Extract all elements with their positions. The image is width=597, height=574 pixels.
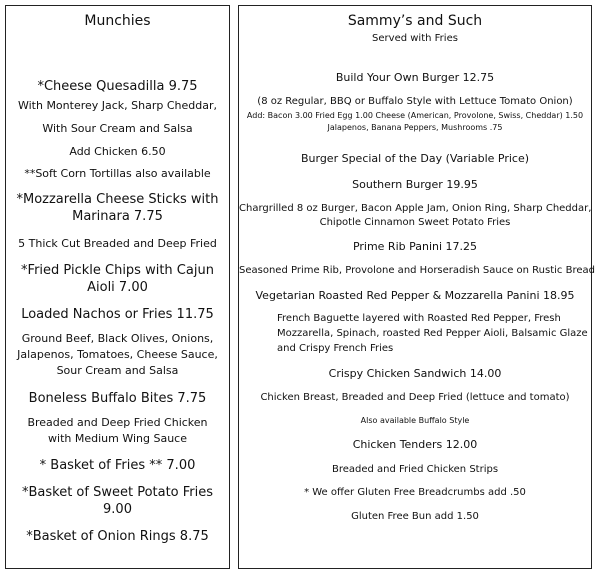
menu-item-description: Ground Beef, Black Olives, Onions,	[21, 332, 214, 345]
menu-item-description: Chipotle Cinnamon Sweet Potato Fries	[319, 217, 511, 228]
menu-item-description: Breaded and Deep Fried Chicken	[27, 416, 208, 429]
menu-item-note: Gluten Free Bun add 1.50	[351, 511, 479, 522]
menu-item-name: Crispy Chicken Sandwich 14.00	[328, 367, 502, 380]
menu-item-name: *Basket of Sweet Potato Fries	[21, 485, 214, 500]
menu-item-description: Breaded and Fried Chicken Strips	[331, 464, 499, 475]
menu-item-note: **Soft Corn Tortillas also available	[24, 167, 211, 180]
menu-item-name: Aioli 7.00	[87, 280, 148, 295]
menu-item-name: Loaded Nachos or Fries 11.75	[21, 307, 214, 322]
sammys-panel	[238, 5, 595, 569]
menu-item-description: (8 oz Regular, BBQ or Buffalo Style with Lettuce Tomato Onion)	[257, 96, 573, 107]
menu-item-name: *Fried Pickle Chips with Cajun	[21, 263, 214, 278]
menu-item-description: with Medium Wing Sauce	[48, 432, 187, 445]
menu-item-description: Jalapenos, Tomatoes, Cheese Sauce,	[17, 348, 218, 361]
menu-item-description: Sour Cream and Salsa	[56, 364, 179, 377]
menu-item-name: Vegetarian Roasted Red Pepper & Mozzarella Panini 18.95	[255, 289, 575, 302]
menu-item-name: Burger Special of the Day (Variable Price)	[300, 152, 530, 165]
menu-item-name: Marinara 7.75	[72, 209, 163, 224]
menu-item-addon: Jalapenos, Banana Peppers, Mushrooms .75	[327, 123, 503, 132]
menu-item-name: *Mozzarella Cheese Sticks with	[16, 192, 219, 207]
munchies-panel	[5, 5, 230, 569]
menu-item-name: Prime Rib Panini 17.25	[352, 240, 478, 253]
menu-item-description: French Baguette layered with Roasted Red Pepper, Fresh	[277, 313, 561, 324]
menu-item-name: *Cheese Quesadilla 9.75	[37, 79, 198, 94]
menu-item-name: Chicken Tenders 12.00	[352, 438, 478, 451]
munchies-title: Munchies	[84, 13, 151, 29]
menu-item-description: and Crispy French Fries	[277, 343, 394, 354]
menu-item-description: Seasoned Prime Rib, Provolone and Horseradish Sauce on Rustic Bread	[239, 265, 595, 276]
sammys-title: Sammy’s and Such	[347, 13, 483, 29]
menu-item-name: 9.00	[103, 502, 132, 517]
sammys-subtitle: Served with Fries	[372, 33, 458, 44]
menu-item-name: Southern Burger 19.95	[352, 178, 478, 191]
menu-item-note: Also available Buffalo Style	[360, 416, 470, 425]
menu-item-addon: Add Chicken 6.50	[69, 145, 166, 158]
menu-item-description: 5 Thick Cut Breaded and Deep Fried	[18, 237, 217, 250]
menu-item-name: Build Your Own Burger 12.75	[335, 71, 495, 84]
menu-item-description: With Monterey Jack, Sharp Cheddar,	[17, 99, 218, 112]
menu-item-note: * We offer Gluten Free Breadcrumbs add .50	[304, 487, 526, 498]
menu-item-description: Chicken Breast, Breaded and Deep Fried (lettuce and tomato)	[260, 392, 570, 403]
menu-item-name: Boneless Buffalo Bites 7.75	[28, 391, 207, 406]
menu-item-description: With Sour Cream and Salsa	[42, 122, 193, 135]
menu-item-name: *Basket of Onion Rings 8.75	[26, 529, 209, 544]
menu-item-description: Chargrilled 8 oz Burger, Bacon Apple Jam, Onion Ring, Sharp Cheddar,	[239, 203, 592, 214]
menu-item-description: Mozzarella, Spinach, roasted Red Pepper Aioli, Balsamic Glaze	[277, 328, 588, 339]
menu-item-addon: Add: Bacon 3.00 Fried Egg 1.00 Cheese (American, Provolone, Swiss, Cheddar) 1.50	[246, 111, 584, 120]
menu-item-name: * Basket of Fries ** 7.00	[39, 458, 196, 473]
